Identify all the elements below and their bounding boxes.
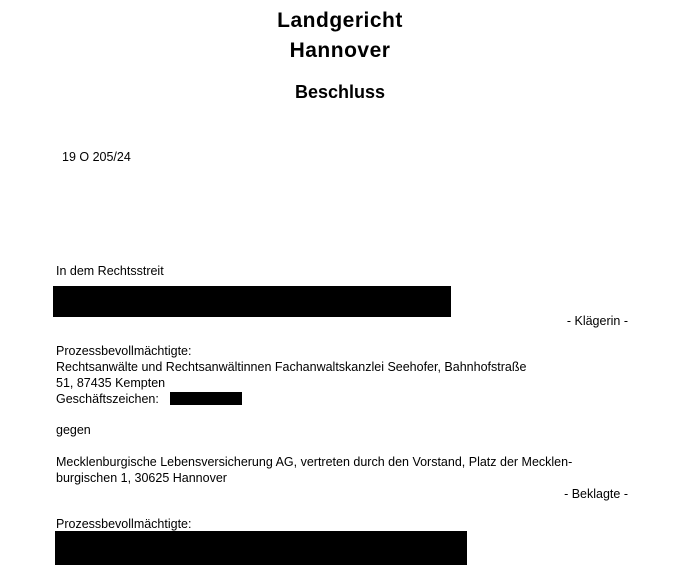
redacted-defendant-counsel bbox=[55, 531, 467, 565]
plaintiff-counsel-line1: Rechtsanwälte und Rechtsanwältinnen Fachanwaltskanzlei Seehofer, Bahnhofstraße bbox=[56, 360, 527, 374]
redacted-reference bbox=[170, 392, 242, 405]
defendant-counsel-label: Prozessbevollmächtigte: bbox=[56, 517, 192, 531]
court-name-line2: Hannover bbox=[289, 39, 391, 62]
case-number: 19 O 205/24 bbox=[62, 150, 131, 164]
court-name-line1: Landgericht bbox=[277, 9, 403, 32]
defendant-line2: burgischen 1, 30625 Hannover bbox=[56, 471, 227, 485]
defendant-role: - Beklagte - bbox=[564, 487, 628, 501]
document-type: Beschluss bbox=[294, 82, 386, 102]
defendant-line1: Mecklenburgische Lebensversicherung AG, vertreten durch den Vorstand, Platz der Mecklen- bbox=[56, 455, 573, 469]
versus-text: gegen bbox=[56, 423, 91, 437]
plaintiff-counsel-label: Prozessbevollmächtigte: bbox=[56, 344, 192, 358]
intro-text: In dem Rechtsstreit bbox=[56, 264, 164, 278]
redacted-plaintiff-name bbox=[53, 286, 451, 317]
plaintiff-role: - Klägerin - bbox=[566, 314, 628, 328]
reference-label: Geschäftszeichen: bbox=[56, 392, 159, 406]
plaintiff-counsel-line2: 51, 87435 Kempten bbox=[56, 376, 166, 390]
